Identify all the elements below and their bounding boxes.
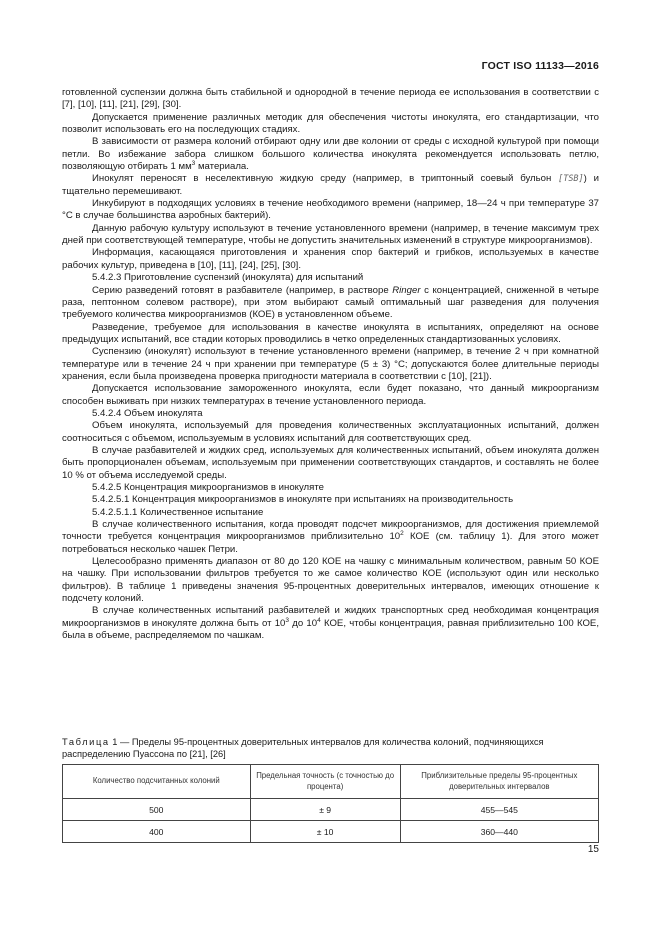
paragraph: Допускается использование замороженного инокулята, если будет показано, что данный микроорганизм способен выживать при низких температурах в течение установленного периода. — [62, 383, 599, 407]
table-cell: 455—545 — [400, 799, 598, 821]
column-header: Количество подсчитанных колоний — [63, 765, 251, 799]
page-number: 15 — [587, 844, 599, 855]
paragraph: Данную рабочую культуру используют в течение установленного времени (например, в течение максимум трех дней при соответствующей температуре, чтобы не допустить значительных изменений в структуре микроорганизмов). — [62, 222, 599, 247]
paragraph: готовленной суспензии должна быть стабильной и однородной в течение периода ее использования в соответствии с [7], [10], [11], [21], [29], [30]. — [62, 87, 599, 111]
tsb-code: [TSB] — [558, 174, 584, 185]
paragraph: Разведение, требуемое для использования в качестве инокулята в испытаниях, определяют на основе предыдущих испытаний, все стадии которых проводились в четко определенных стандартизованных условиях. — [62, 321, 599, 345]
table-cell: ± 10 — [250, 821, 400, 843]
table-cell: 360—440 — [400, 821, 598, 843]
paragraph: Инкубируют в подходящих условиях в течение необходимого времени (например, 18—24 ч при температуре 37 °C в случае большинства аэробных бактерий). — [62, 198, 599, 222]
table-row — [63, 799, 599, 821]
paragraph: Инокулят переносят в неселективную жидкую среду (например, в триптонный соевый бульон [TSB]) и тщательно перемешивают. — [62, 173, 599, 197]
section-heading: 5.4.2.5.1.1 Количественное испытание — [92, 506, 264, 518]
table-cell: ± 9 — [250, 799, 400, 821]
table-caption: Таблица 1 — Пределы 95-процентных доверительных интервалов для количества колоний, подчиняющихся распределению Пуассона по [21], [26] — [62, 737, 544, 759]
table-cell: 500 — [63, 799, 251, 821]
paragraph: Целесообразно применять диапазон от 80 до 120 КОЕ на чашку с минимальным количеством, равным 50 КОЕ на чашку. При использовании фильтров требуется то же самое количество КОЕ (используют один или несколько фильтров). В таблице 1 приведены значения 95-процентных доверительных интервалов, имеющих отношение к подсчету колоний. — [62, 556, 599, 605]
paragraph: В случае разбавителей и жидких сред, используемых для количественных испытаний, объем инокулята должен быть пропорционален объемам, используемым при применении соответствующих стандартов, и составлять не более 10 % от объема исследуемой среды. — [62, 444, 599, 481]
paragraph: Серию разведений готовят в разбавителе (например, в растворе Ringer с концентрацией, сниженной в четыре раза, пептонном солевом растворе), при этом выбирают самый оптимальный шаг разведения для получения требуемого количества микроорганизмов (КОЕ) в установленном объеме. — [62, 284, 599, 321]
confidence-interval-table — [62, 764, 599, 843]
paragraph: Объем инокулята, используемый для проведения количественных эксплуатационных испытаний, должен соотноситься с объемом, используемым в условиях испытаний для соответствующих сред. — [62, 420, 599, 444]
paragraph: В случае количественных испытаний разбавителей и жидких транспортных сред необходимая концентрация микроорганизмов в инокуляте должна быть от $10^3$ до $10^4$ КОЕ, чтобы концентрация, равная приблизительно 100 КОЕ, была в объеме, распределяемом по чашкам. — [62, 605, 599, 642]
section-heading: 5.4.2.5.1 Концентрация микроорганизмов в инокуляте при испытаниях на производительность — [92, 494, 514, 506]
section-heading: 5.4.2.3 Приготовление суспензий (инокулята) для испытаний — [92, 272, 364, 284]
column-header: Предельная точность (с точностью до процента) — [250, 765, 400, 799]
standard-code-header: ГОСТ ISO 11133—2016 — [481, 60, 599, 72]
section-heading: 5.4.2.5 Концентрация микроорганизмов в инокуляте — [92, 482, 324, 493]
table-row — [63, 821, 599, 843]
body-text — [62, 87, 599, 642]
table-cell: 400 — [63, 821, 251, 843]
paragraph: В случае количественного испытания, когда проводят подсчет микроорганизмов, для достижения приемлемой точности требуется концентрация микроорганизмов приблизительно $10^2$ КОЕ (см. таблицу 1). Для этого может потребоваться несколько чашек Петри. — [62, 519, 599, 555]
section-heading: 5.4.2.4 Объем инокулята — [92, 407, 203, 419]
table-header-row — [63, 765, 599, 799]
paragraph: Допускается применение различных методик для обеспечения чистоты инокулята, его стандартизации, что позволит использовать его на последующих стадиях. — [62, 111, 599, 136]
paragraph: Суспензию (инокулят) используют в течение установленного времени (например, в течение 2 ч при комнатной температуре или в течение 24 ч при хранении при температуре (5 ± 3) °C; допускаются более длительные периоды хранения, если была произведена проверка пригодности материала в соответствии с [10], [21]). — [62, 346, 599, 382]
paragraph: В зависимости от размера колоний отбирают одну или две колонии от среды с исходной культурой при помощи петли. Во избежание забора слишком большого количества инокулята рекомендуется использовать петлю, позволяющую отбирать 1 $мм^3$ материала. — [62, 136, 599, 173]
column-header: Приблизительные пределы 95-процентных доверительных интервалов — [400, 765, 598, 799]
paragraph: Информация, касающаяся приготовления и хранения спор бактерий и грибков, используемых в качестве рабочих культур, приведена в [10], [11], [24], [25], [30]. — [62, 247, 599, 271]
